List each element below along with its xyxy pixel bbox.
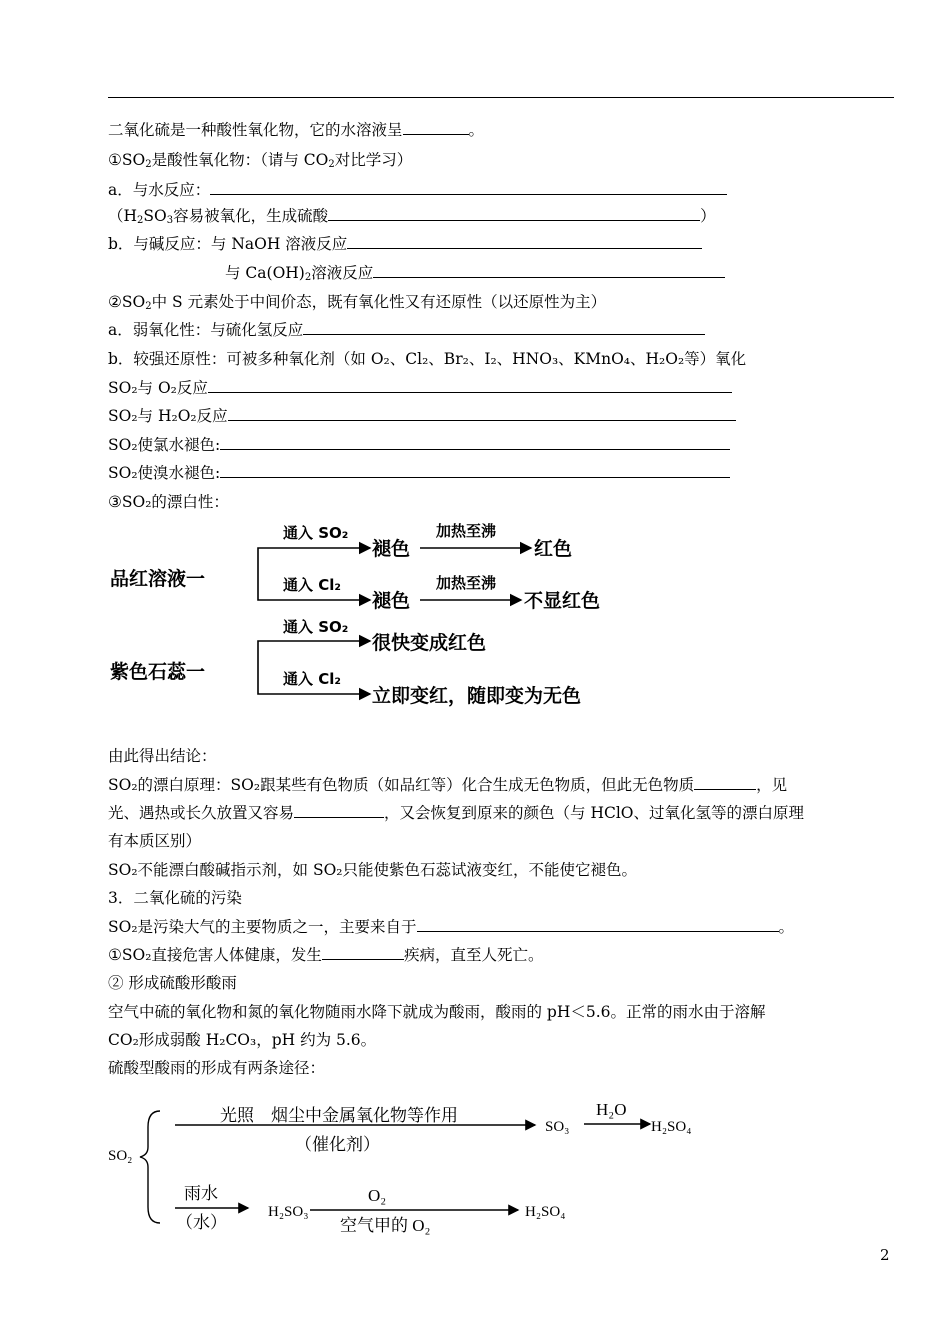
text-line: $②SO_2$中 S 元素处于中间价态，既有氧化性又有还原性（以还原性为主） (108, 293, 607, 312)
fill-blank (228, 406, 736, 421)
fill-blank (347, 234, 702, 249)
header-rule (108, 97, 894, 98)
fill-blank (322, 945, 404, 960)
text-line: SO₂使溴水褪色: (108, 463, 730, 483)
h2so3-label: H₂SO₃ (268, 1204, 309, 1220)
rain-label: 雨水 (184, 1184, 218, 1203)
air-o2-label: 空气甲的 O₂ (340, 1216, 431, 1235)
text-line: 3．二氧化硫的污染 (108, 889, 242, 907)
text-line: 硫酸型酸雨的形成有两条途径： (108, 1059, 326, 1077)
text-line: $①SO_2$是酸性氧化物：（请与 $CO_2$对比学习） (108, 151, 413, 170)
ziseshirui-label: 紫色石蕊一 (110, 661, 206, 683)
result-label: 褪色 (372, 538, 411, 560)
so2-label: SO₂ (108, 1148, 133, 1164)
page-number: 2 (880, 1246, 890, 1264)
result-label: 很快变成红色 (372, 632, 487, 654)
text-line: SO₂与 H₂O₂反应 (108, 406, 736, 426)
text-line: 二氧化硫是一种酸性氧化物，它的水溶液呈 。 (108, 121, 485, 139)
fill-blank (294, 803, 384, 818)
pinhong-label: 品红溶液一 (110, 568, 206, 590)
text-line: 由此得出结论： (108, 747, 217, 765)
text-line: 光、遇热或长久放置又容易 ，又会恢复到原来的颜色（与 HClO、过氧化氢等的漂白原理 (108, 804, 804, 822)
fill-blank (328, 206, 700, 221)
h2so4-label: H₂SO₄ (525, 1204, 566, 1220)
branch-arrow (258, 641, 370, 667)
fill-blank (694, 775, 756, 790)
text-line: 有本质区别） (108, 832, 202, 850)
text-line: （$H_2SO_3$容易被氧化，生成硫酸 ） (108, 207, 716, 226)
text-line: b．较强还原性：可被多种氧化剂（如 O₂、Cl₂、Br₂、I₂、HNO₃、KMnO₄、H₂O₂等）氧化 (108, 350, 747, 368)
text-line: a．弱氧化性：与硫化氢反应 (108, 320, 705, 340)
text-line: a．与水反应： (108, 180, 727, 200)
condition-label: 光照 烟尘中金属氧化物等作用 (220, 1106, 458, 1125)
catalyst-label: （催化剂） (295, 1135, 380, 1154)
result-label: 褪色 (372, 590, 411, 612)
text-line: b．与碱反应：与 NaOH 溶液反应 (108, 234, 702, 254)
text-line: ② 形成硫酸形酸雨 (108, 974, 237, 992)
reagent-label: 通入 SO₂ (283, 618, 349, 636)
text-line: ①SO₂直接危害人体健康，发生 疾病，直至人死亡。 (108, 946, 544, 964)
branch-arrow (258, 548, 370, 576)
reagent-label: 通入 Cl₂ (283, 576, 341, 594)
text-line: SO₂不能漂白酸碱指示剂，如 SO₂只能使紫色石蕊试液变红，不能使它褪色。 (108, 861, 638, 879)
reagent-label: 通入 Cl₂ (283, 670, 341, 688)
brace (140, 1111, 160, 1223)
acid-rain-diagram (100, 1095, 720, 1235)
text-line: 与 $Ca(OH)_2$溶液反应 (225, 263, 725, 283)
fill-blank (210, 180, 727, 195)
result-label: 立即变红，随即变为无色 (372, 685, 582, 707)
result-label: 红色 (534, 538, 573, 560)
condition-label: 加热至沸 (436, 574, 497, 592)
bleaching-diagram (108, 510, 668, 720)
fill-blank (417, 917, 779, 932)
text-line: 空气中硫的氧化物和氮的氧化物随雨水降下就成为酸雨，酸雨的 pH＜5.6。正常的雨水由于溶解 (108, 1003, 766, 1021)
text-line: SO₂使氯水褪色: (108, 435, 730, 455)
condition-label: 加热至沸 (436, 522, 497, 540)
reagent-label: 通入 SO₂ (283, 524, 349, 542)
text-line: ③SO₂的漂白性： (108, 493, 229, 511)
so3-label: SO₃ (545, 1119, 570, 1135)
fill-blank (220, 463, 730, 478)
fill-blank (373, 263, 725, 278)
text-line: SO₂的漂白原理：SO₂跟某些有色物质（如品红等）化合生成无色物质，但此无色物质 ，见 (108, 776, 788, 794)
fill-blank (303, 320, 705, 335)
text-line: SO₂是污染大气的主要物质之一，主要来自于 。 (108, 918, 795, 936)
fill-blank (403, 120, 469, 135)
water-label: （水） (176, 1213, 227, 1232)
fill-blank (208, 378, 732, 393)
h2so4-label: H₂SO₄ (651, 1119, 692, 1135)
fill-blank (220, 435, 730, 450)
result-label: 不显红色 (524, 590, 601, 612)
o2-label: O₂ (368, 1186, 387, 1205)
h2o-label: H₂O (596, 1100, 627, 1119)
text-line: SO₂与 O₂反应 (108, 378, 732, 398)
text-line: CO₂形成弱酸 H₂CO₃，pH 约为 5.6。 (108, 1031, 377, 1049)
